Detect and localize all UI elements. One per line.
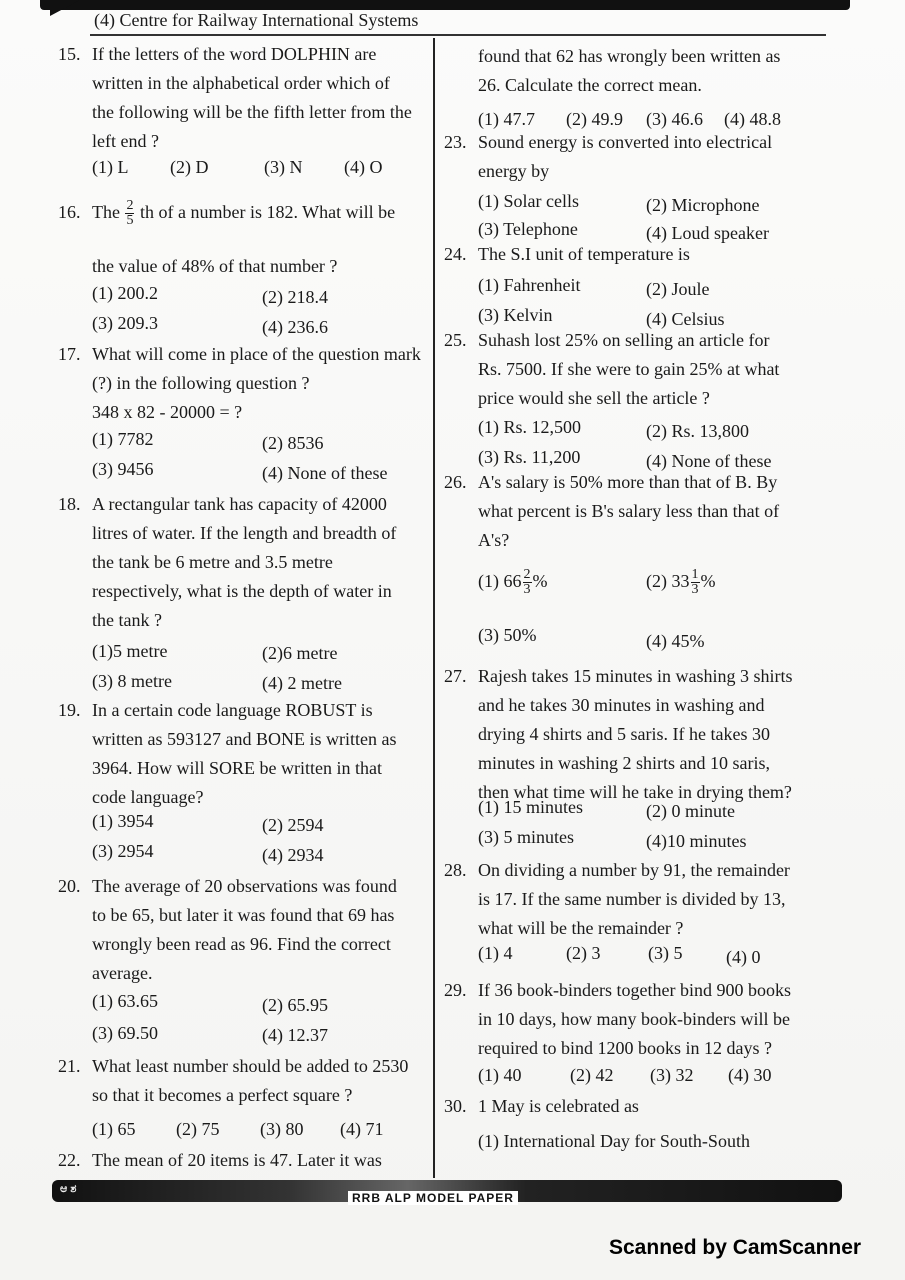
question-24 (444, 240, 824, 330)
option-2: (2) 8536 (262, 433, 324, 453)
option-3: (3) N (264, 157, 303, 177)
option-3: (3) 5 (648, 943, 683, 963)
option-2: (2) Joule (646, 279, 710, 299)
fraction-denominator: 3 (523, 582, 531, 598)
option-1-whole: (1) 66 (478, 571, 522, 591)
question-26 (444, 468, 824, 658)
option-1-fraction (523, 568, 532, 597)
question-text: On dividing a number by 91, the remainder is 17. If the same number is divided by 13, what will be the remainder ? (478, 860, 790, 938)
option-2: (2) Microphone (646, 195, 760, 215)
question-15 (58, 40, 430, 190)
percent-sign: % (532, 571, 548, 591)
header-option-line: (4) Centre for Railway International Systems (94, 10, 419, 30)
option-3: (3) Telephone (478, 219, 578, 239)
option-3: (3) 46.6 (646, 109, 703, 129)
question-number: 29. (444, 980, 467, 1000)
question-text: What least number should be added to 2530 so that it becomes a perfect square ? (92, 1056, 409, 1105)
question-19 (58, 696, 430, 866)
question-22-continued (444, 42, 824, 132)
option-2 (646, 566, 716, 597)
option-3: (3) 32 (650, 1065, 694, 1085)
question-text: What will come in place of the question mark (?) in the following question ? 348 x 82 - 20000 = ? (92, 344, 421, 422)
question-number: 24. (444, 244, 467, 264)
option-4: (4) None of these (646, 451, 772, 471)
question-text (92, 198, 395, 228)
question-text: In a certain code language ROBUST is written as 593127 and BONE is written as 3964. How will SORE be written in that code language? (92, 700, 397, 807)
question-text: found that 62 has wrongly been written as 26. Calculate the correct mean. (478, 46, 781, 95)
option-4: (4) 0 (726, 947, 761, 967)
option-1: (1) 40 (478, 1065, 522, 1085)
fraction-numerator: 2 (126, 198, 134, 214)
question-text-pre: The (92, 202, 120, 222)
question-20 (58, 872, 430, 1045)
option-1: (1) 4 (478, 943, 513, 963)
question-16 (58, 198, 430, 348)
option-4: (4) None of these (262, 463, 388, 483)
option-1 (478, 566, 548, 597)
question-text: The mean of 20 items is 47. Later it was (92, 1150, 382, 1170)
option-3: (3) Kelvin (478, 305, 553, 325)
option-4: (4) 45% (646, 631, 705, 651)
question-text: If the letters of the word DOLPHIN are written in the alphabetical order which of the following will be the fifth letter from the left end ? (92, 44, 412, 151)
option-2: (2) Rs. 13,800 (646, 421, 749, 441)
question-number: 17. (58, 344, 81, 364)
question-text: If 36 book-binders together bind 900 books in 10 days, how many book-binders will be required to bind 1200 books in 12 days ? (478, 980, 791, 1058)
option-1: (1) 3954 (92, 811, 154, 831)
option-3: (3) 209.3 (92, 313, 158, 333)
option-2: (2) 49.9 (566, 109, 623, 129)
option-4: (4) Celsius (646, 309, 725, 329)
question-text: The S.I unit of temperature is (478, 244, 690, 264)
option-4: (4) 2 metre (262, 673, 342, 693)
question-number: 16. (58, 202, 81, 222)
option-3: (3) 50% (478, 625, 537, 645)
question-number: 28. (444, 860, 467, 880)
question-text: Suhash lost 25% on selling an article for Rs. 7500. If she were to gain 25% at what price would she sell the article ? (478, 330, 780, 408)
question-text: A's salary is 50% more than that of B. By what percent is B's salary less than that of A's? (478, 472, 780, 550)
option-4: (4) O (344, 157, 383, 177)
option-4: (4) 12.37 (262, 1025, 328, 1045)
option-2-whole: (2) 33 (646, 571, 690, 591)
option-3: (3) 2954 (92, 841, 154, 861)
option-2: (2) 2594 (262, 815, 324, 835)
option-2: (2)6 metre (262, 643, 338, 663)
option-1: (1) 7782 (92, 429, 154, 449)
question-number: 23. (444, 132, 467, 152)
question-30 (444, 1092, 824, 1162)
option-2: (2) 0 minute (646, 801, 735, 821)
option-1: (1) Solar cells (478, 191, 579, 211)
question-text-post: th of a number is 182. What will be (139, 202, 396, 222)
option-1: (1) Fahrenheit (478, 275, 581, 295)
question-18 (58, 490, 430, 693)
option-4: (4) 236.6 (262, 317, 328, 337)
option-3: (3) 69.50 (92, 1023, 158, 1043)
camscanner-watermark: Scanned by CamScanner (609, 1236, 862, 1259)
option-1: (1) 47.7 (478, 109, 535, 129)
question-number: 18. (58, 494, 81, 514)
fraction (125, 199, 134, 228)
option-2: (2) 218.4 (262, 287, 328, 307)
question-text: Sound energy is converted into electrical energy by (478, 132, 773, 181)
option-2-fraction (691, 568, 700, 597)
fraction-numerator: 1 (691, 567, 699, 583)
question-text: 1 May is celebrated as (478, 1096, 639, 1116)
option-3: (3) 80 (260, 1119, 304, 1139)
option-1: (1) 15 minutes (478, 797, 583, 817)
option-4: (4) 48.8 (724, 109, 781, 129)
option-3: (3) 5 minutes (478, 827, 574, 847)
question-number: 19. (58, 700, 81, 720)
option-2: (2) 75 (176, 1119, 220, 1139)
option-4: (4) 30 (728, 1065, 772, 1085)
option-2: (2) 65.95 (262, 995, 328, 1015)
option-1: (1) 200.2 (92, 283, 158, 303)
option-1: (1) 63.65 (92, 991, 158, 1011)
question-29 (444, 976, 824, 1096)
option-2: (2) D (170, 157, 209, 177)
top-corner-mark (50, 0, 80, 16)
question-number: 27. (444, 666, 467, 686)
option-1: (1) Rs. 12,500 (478, 417, 581, 437)
option-2: (2) 3 (566, 943, 601, 963)
fraction-denominator: 5 (126, 213, 134, 229)
question-number: 22. (58, 1150, 81, 1170)
question-27 (444, 662, 824, 862)
question-number: 30. (444, 1096, 467, 1116)
option-1: (1) L (92, 157, 129, 177)
option-1: (1) 65 (92, 1119, 136, 1139)
fraction-numerator: 2 (523, 567, 531, 583)
option-3: (3) 8 metre (92, 671, 172, 691)
option-4: (4) 2934 (262, 845, 324, 865)
question-text: Rajesh takes 15 minutes in washing 3 shirts and he takes 30 minutes in washing and drying 4 shirts and 5 saris. If he takes 30 minutes in washing 2 shirts and 10 saris, then what time will he take in drying them? (478, 666, 793, 802)
option-3: (3) 9456 (92, 459, 154, 479)
question-21 (58, 1052, 430, 1142)
question-text-line2: the value of 48% of that number ? (92, 256, 338, 276)
question-number: 26. (444, 472, 467, 492)
option-4: (4) 71 (340, 1119, 384, 1139)
question-23 (444, 128, 824, 248)
option-1: (1) International Day for South-South (478, 1131, 750, 1151)
option-3: (3) Rs. 11,200 (478, 447, 581, 467)
question-number: 20. (58, 876, 81, 896)
option-1: (1)5 metre (92, 641, 168, 661)
question-number: 15. (58, 44, 81, 64)
column-divider (433, 38, 435, 1178)
question-number: 21. (58, 1056, 81, 1076)
percent-sign: % (700, 571, 716, 591)
question-text: The average of 20 observations was found to be 65, but later it was found that 69 has wrongly been read as 96. Find the correct average. (92, 876, 397, 983)
footer-banner: RRB ALP MODEL PAPER (348, 1191, 518, 1205)
option-2: (2) 42 (570, 1065, 614, 1085)
option-4: (4)10 minutes (646, 831, 747, 851)
footer-logo: ಆ ಶ (60, 1183, 77, 1195)
question-text: A rectangular tank has capacity of 42000 litres of water. If the length and breadth of the tank be 6 metre and 3.5 metre respectively, what is the depth of water in the tank ? (92, 494, 397, 630)
question-22-start (58, 1146, 430, 1176)
question-number: 25. (444, 330, 467, 350)
question-25 (444, 326, 824, 476)
option-4: (4) Loud speaker (646, 223, 769, 243)
question-17 (58, 340, 430, 495)
question-28 (444, 856, 824, 976)
fraction-denominator: 3 (691, 582, 699, 598)
